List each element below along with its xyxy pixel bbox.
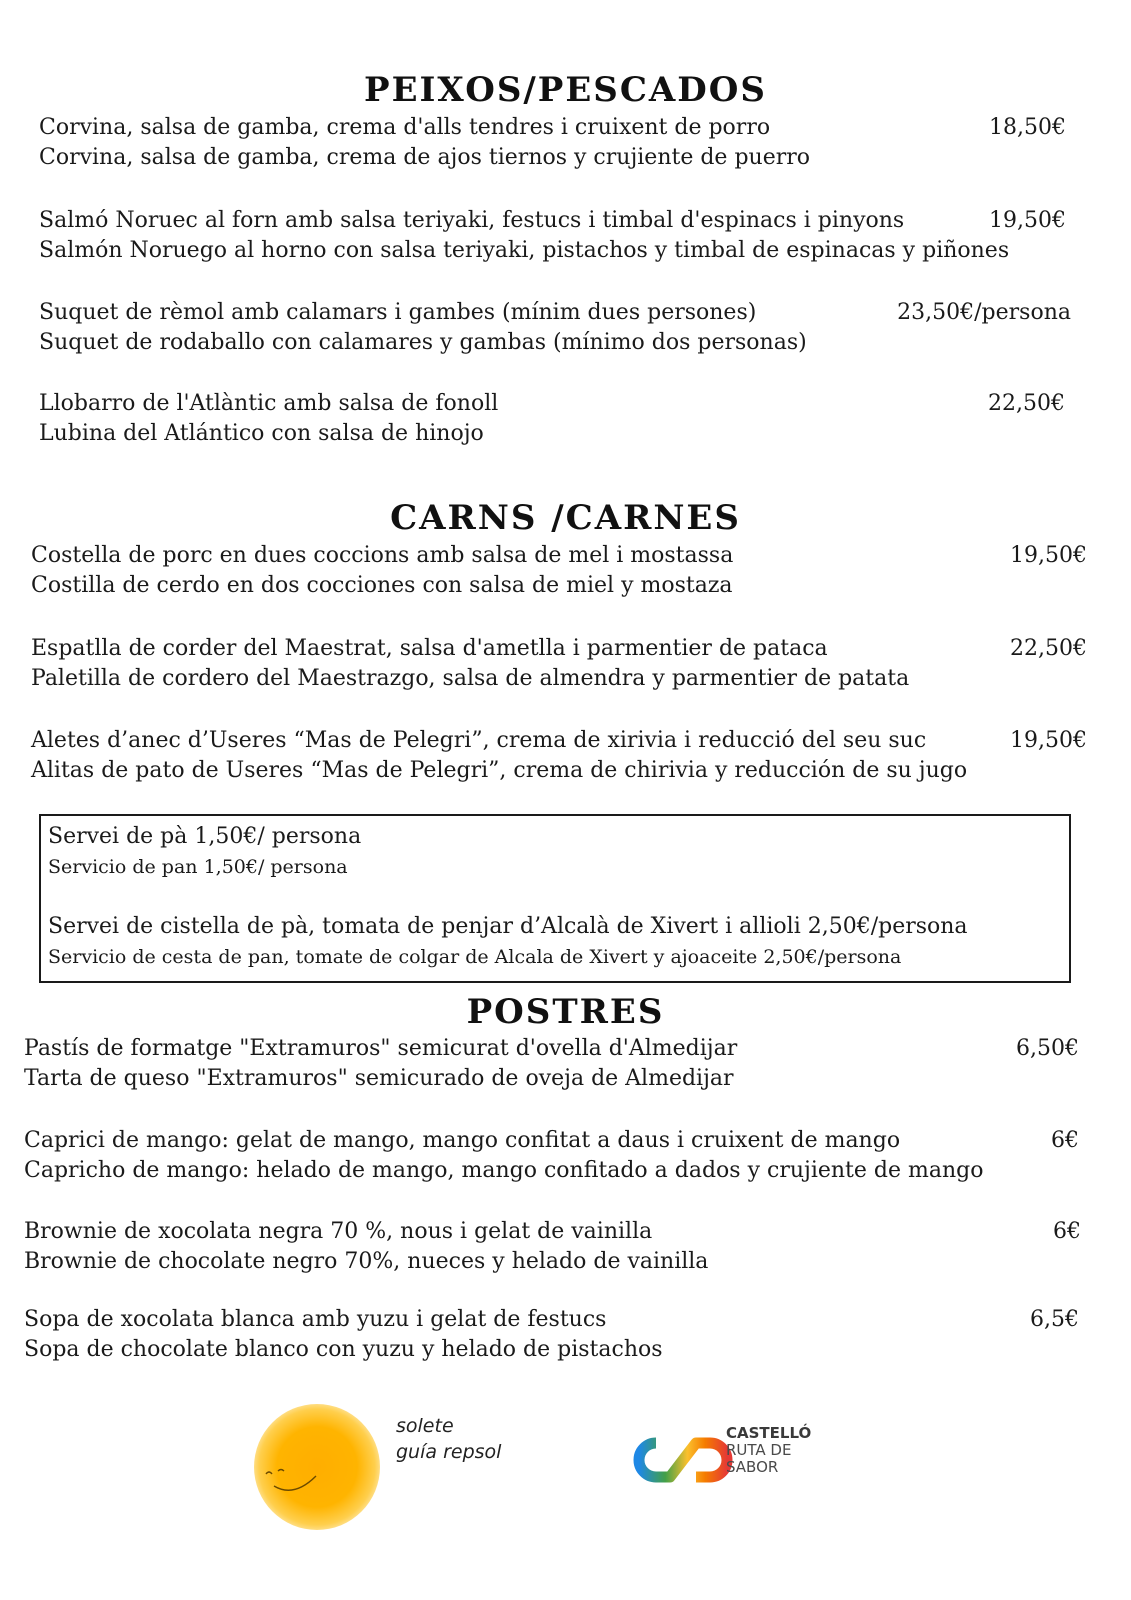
dish-price: 19,50€ [989,208,1066,233]
dish-name-ca: Salmó Noruec al forn amb salsa teriyaki, festucs i timbal d'espinacs i pinyons [39,208,905,233]
dish-name-es: Costilla de cerdo en dos cocciones con salsa de miel y mostaza [31,573,733,598]
dish-item [24,1217,708,1277]
dish-price: 22,50€ [988,391,1065,416]
dish-name-ca: Espatlla de corder del Maestrat, salsa d'ametlla i parmentier de pataca [31,636,828,661]
dish-item [31,726,967,786]
dish-item [24,1126,983,1186]
dish-name-ca: Sopa de xocolata blanca amb yuzu i gelat de festucs [24,1307,607,1332]
castello-subtitle-2: SABOR [726,1458,779,1476]
dish-name-es: Paletilla de cordero del Maestrazgo, salsa de almendra y parmentier de patata [31,666,910,691]
dish-name-es: Brownie de chocolate negro 70%, nueces y helado de vainilla [24,1249,709,1274]
dish-name-ca: Caprici de mango: gelat de mango, mango confitat a daus i cruixent de mango [24,1128,901,1153]
solete-label: solete [396,1415,454,1437]
dish-name-es: Suquet de rodaballo con calamares y gambas (mínimo dos personas) [39,330,807,355]
section-title-fish: PEIXOS/PESCADOS [364,70,767,110]
dish-price: 19,50€ [1010,543,1087,568]
dish-name-ca: Corvina, salsa de gamba, crema d'alls tendres i cruixent de porro [39,115,771,140]
dish-name-es: Sopa de chocolate blanco con yuzu y helado de pistachos [24,1337,663,1362]
dish-name-es: Lubina del Atlántico con salsa de hinojo [39,421,484,446]
dish-price: 6€ [1051,1128,1079,1153]
dish-name-ca: Brownie de xocolata negra 70 %, nous i gelat de vainilla [24,1219,653,1244]
dish-item [39,113,810,173]
dish-name-es: Tarta de queso "Extramuros" semicurado de oveja de Almedijar [24,1066,734,1091]
dish-name-ca: Pastís de formatge "Extramuros" semicurat d'ovella d'Almedijar [24,1036,738,1061]
dish-name-es: Capricho de mango: helado de mango, mango confitado a dados y crujiente de mango [24,1158,984,1183]
bread-service-box [39,814,1071,983]
dish-name-es: Salmón Noruego al horno con salsa teriyaki, pistachos y timbal de espinacas y piñones [39,238,1010,263]
dish-item [39,206,1009,266]
bread-service-ca: Servei de pà 1,50€/ persona [48,824,362,849]
bread-basket-ca: Servei de cistella de pà, tomata de penjar d’Alcalà de Xivert i allioli 2,50€/persona [48,914,968,939]
castello-subtitle-1: RUTA DE [726,1441,792,1459]
dish-name-ca: Llobarro de l'Atlàntic amb salsa de fonoll [39,391,499,416]
dish-name-ca: Costella de porc en dues coccions amb salsa de mel i mostassa [31,543,734,568]
dish-item [24,1305,663,1365]
dish-name-ca: Aletes d’anec d’Useres “Mas de Pelegri”, crema de xirivia i reducció del seu suc [31,728,927,753]
dish-name-ca: Suquet de rèmol amb calamars i gambes (mínim dues persones) [39,300,757,325]
bread-service-es: Servicio de pan 1,50€/ persona [48,856,348,878]
section-title-meat: CARNS /CARNES [390,498,741,538]
dish-price: 6,5€ [1030,1307,1079,1332]
dish-item [39,298,807,358]
dish-price: 23,50€/persona [897,300,1071,325]
dish-name-es: Corvina, salsa de gamba, crema de ajos tiernos y crujiente de puerro [39,145,810,170]
castello-ruta-de-sabor-logo-icon [628,1425,738,1495]
dish-item [24,1034,737,1094]
dish-item [39,389,498,449]
dish-price: 6€ [1053,1219,1081,1244]
bread-basket-es: Servicio de cesta de pan, tomate de colgar de Alcala de Xivert y ajoaceite 2,50€/persona [48,946,902,968]
dish-item [31,541,733,601]
solete-sun-icon [254,1404,380,1530]
dish-item [31,634,909,694]
section-title-desserts: POSTRES [466,992,665,1032]
dish-price: 22,50€ [1010,636,1087,661]
dish-price: 6,50€ [1016,1036,1079,1061]
dish-name-es: Alitas de pato de Useres “Mas de Pelegri”, crema de chirivia y reducción de su jugo [31,758,968,783]
guia-repsol-label: guía repsol [396,1441,502,1463]
dish-price: 18,50€ [989,115,1066,140]
dish-price: 19,50€ [1010,728,1087,753]
castello-title: CASTELLÓ [726,1424,812,1442]
